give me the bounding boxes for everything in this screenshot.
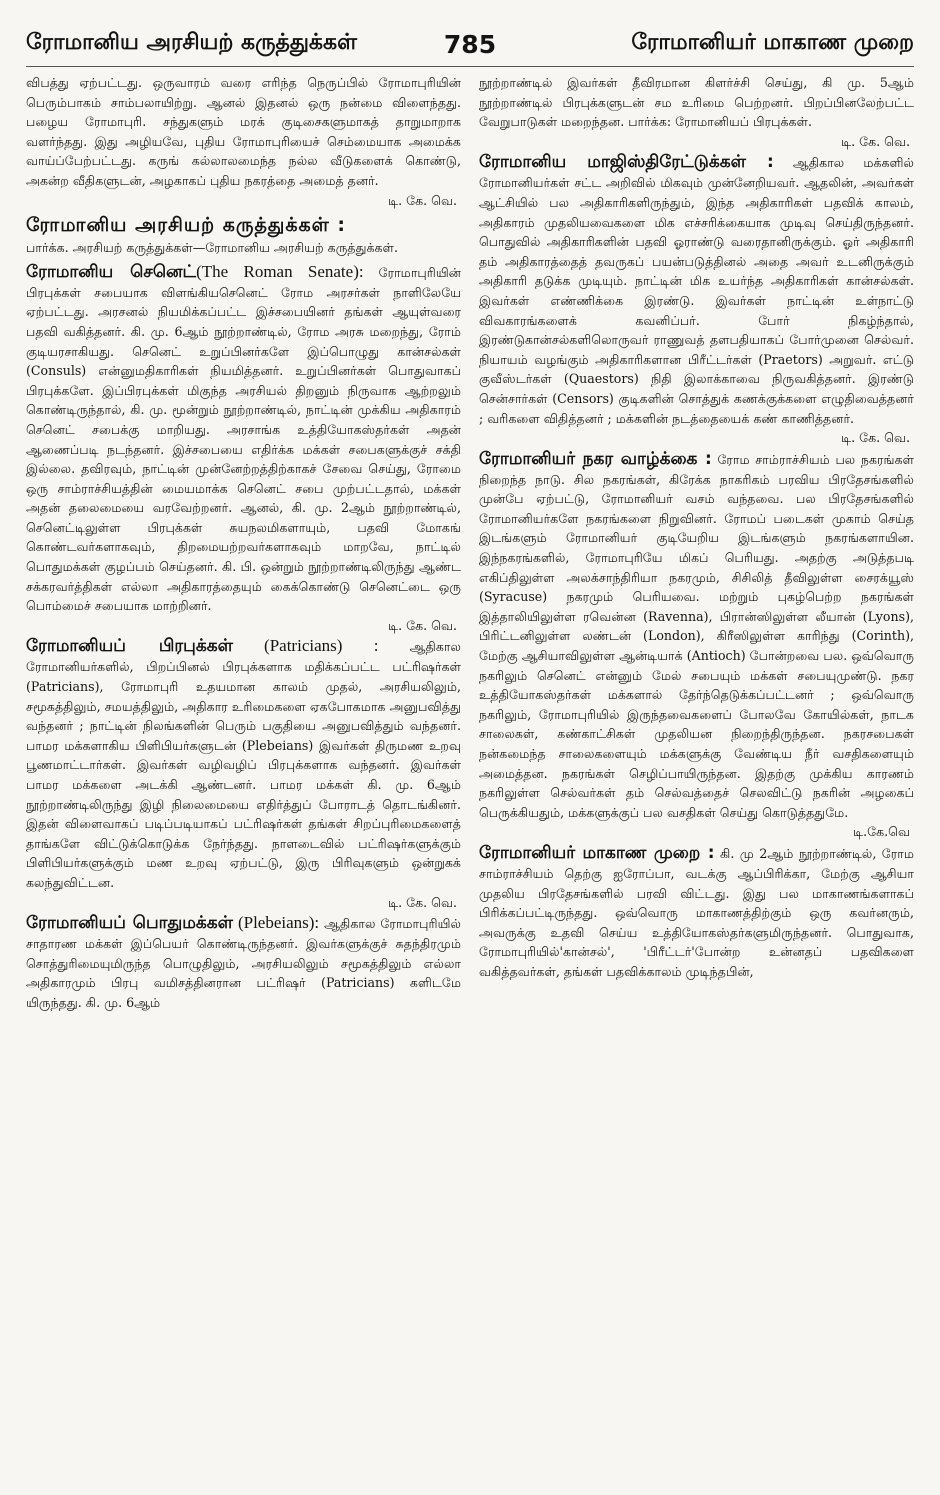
entry-heading-latin: (The Roman Senate): — [196, 261, 364, 281]
entry-roman-senate — [26, 261, 461, 636]
author-initials: டி.கே.வெ — [853, 824, 910, 840]
entry-heading: ரோமானியப் பொதுமக்கள் — [26, 913, 233, 934]
entry-roman-provinces — [479, 842, 914, 982]
entry-roman-plebeians — [26, 912, 461, 1012]
entry-heading: ரோமானியர் மாகாண முறை : — [479, 842, 715, 863]
page-number: 785 — [443, 29, 497, 59]
entry-text: ஆதிகால ரோமாபுரியில் சாதாரண மக்கள் இப்பெயர் கொண்டிருந்தனர். இவர்களுக்குச் சுதந்திரமும் சொத்துரிமையுமிருந்த பொழுதிலும், அரசியலிலும் சமூகத்திலும் எல்லா அதிகாரமும் பிரபு வமிசத்தினரான பட்ரிஷர் (Patricians) களிடமே யிருந்தது. கி. மு. 6ஆம் — [26, 916, 461, 1010]
author-initials: டி. கே. வெ. — [841, 430, 910, 446]
entry-heading: ரோமானிய அரசியற் கருத்துக்கள் : — [26, 214, 347, 237]
entry-political-ideas — [26, 212, 461, 258]
entry-text: ரோமாபுரியின் பிரபுக்கள் சபையாக விளங்கியசெனெட் ரோம அரசர்கள் நாளிலேயே ஏற்பட்டது. அரசனல் நியமிக்கப்பட்ட இச்சபையினர் தங்கள் ஆயுள்வரை பதவி வகித்தனர். கி. மு. 6ஆம் நூற்றாண்டில், ரோம அரசு மறைந்து, ரோம் குடியரசாகியது. செனெட் உறுப்பினர்களே இப்பொழுது கான்சல்கள் (Consuls) என்னுமதிகாரிகள் நியமித்தனர். உறுப்பினர்கள் பொதுவாகப் பிரபுக்களே. இப்பிரபுக்கள் மிகுந்த அரசியல் திறனும் நிருவாக ஆற்றலும் கொண்டிருந்தால், கி. மு. மூன்றும் நூற்றாண்டில், நாட்டின் முக்கிய அதிகாரம் செனெட் சபைக்கு மாறியது. அரசாங்க உத்தியோகஸ்தர்கள் அதன் ஆணைப்படி நடந்தனர். இச்சபையை எதிர்க்க மக்கள் சபைகளுக்குச் சக்தி இல்லை. தவிரவும், நாட்டின் முன்னேற்றத்திற்காகச் சேவை செய்து, ரோமை ஒரு சாம்ராச்சியத்தின் மையமாக்க செனெட் சபை முற்பட்டதால், மக்கள் அதன் தலைமையை வரவேற்றனர். ஆனல், கி. மு. 2ஆம் நூற்றாண்டில், செனெட்டிலுள்ள பிரபுக்கள் சுயநலமிகளாயும், பதவி மோகங் கொண்டவர்களாகவும், திறமையற்றவர்களாகவும் மாறவே, நாட்டில் பொதுமக்கள் குழப்பம் செய்தனர். கி. பி. ஒன்றும் நூற்றாண்டிலிருந்து ஆண்ட சக்கரவர்த்திகள் எல்லா அதிகாரத்தையும் கைக்கொண்டு செனெட்டை ஒரு பொம்மைச் சபையாக மாற்றினர். — [26, 264, 461, 614]
right-column — [479, 73, 914, 1013]
entry-text: பார்க்க. அரசியற் கருத்துக்கள்—ரோமானிய அரசியற் கருத்துக்கள். — [26, 240, 398, 256]
entry-heading-latin: (Patricians) : — [264, 636, 379, 656]
entry-heading: ரோமானிய செனெட் — [26, 261, 197, 282]
entry-heading: ரோமானியர் நகர வாழ்க்கை : — [479, 448, 712, 469]
entry-text: ஆதிகால மக்களில் ரோமானியர்கள் சட்ட அறிவில் மிகவும் முன்னேறியவர். ஆதலின், அவர்கள் ஆட்சியில் பல அதிகாரிகளிருந்தும், இந்த அதிகாரிகள் பதவிக் காலம், அதிகாரம் முதலியவைகளை மிக எச்சரிக்கையாக முடிவு செய்திருந்தனர். பொதுவில் அதிகாரிகளின் பதவி ஓராண்டு வரைதானிருக்கும். ஓர் அதிகாரி தம் அதிகாரத்தைத் தவருகப் பயன்படுத்தினல் அதை அவர் உடனிருக்கும் அதிகாரி தடுக்க முடியும். நாட்டின் மிக உயர்ந்த அதிகாரிகள் கான்சல்கள். இவர்கள் எண்ணிக்கை இரண்டு. இவர்கள் நாட்டின் உள்நாட்டு விவகாரங்களைக் கவனிப்பர். போர் நிகழ்ந்தால், இரண்டுகான்சல்களிலொருவர் ராணுவத் தளபதியாகப் போர்முனை செல்வர். நியாயம் வழங்கும் அதிகாரிகளான பிரீட்டர்கள் (Praetors) அறுவர். எட்டு குவீஸ்டர்கள் (Quaestors) நிதி இலாக்காவை நிருவகித்தனர். இரண்டு சென்சார்கள் (Censors) குடிகளின் சொத்துக் கணக்குக்களை எழுதிவைத்தனர் ; வரிகளை விதித்தனர் ; மக்களின் நடத்தையைக் கண் காணித்தனர். — [479, 155, 914, 426]
entry-roman-urban-life — [479, 448, 914, 842]
author-initials: டி. கே. வெ. — [388, 894, 457, 910]
entry-continuation-text: நூற்றாண்டில் இவர்கள் தீவிரமான கிளர்ச்சி செய்து, கி மு. 5ஆம் நூற்றாண்டில் பிரபுக்களுடன் சம உரிமை பெற்றனர். பிறப்பினலேற்பட்ட வேறுபாடுகள் மறைந்தன. பார்க்க: ரோமானியப் பிரபுக்கள். — [479, 75, 914, 130]
entry-heading: ரோமானியப் பிரபுக்கள் — [26, 636, 233, 657]
entry-heading-latin: (Plebeians): — [237, 913, 320, 933]
page-header — [26, 22, 914, 67]
entry-continuation-text: விபத்து ஏற்பட்டது. ஒருவாரம் வரை எரிந்த நெருப்பில் ரோமாபுரியின் பெரும்பாகம் சாம்பலாயிற்று. ஆனல் இதனல் ஒரு நன்மை விளைந்தது. பழைய ரோமாபுரி. சந்துகளும் மரக் குடிசைகளுமாகத் தாறுமாறாக வளர்ந்தது. இது அழியவே, புதிய ரோமாபுரியைச் செம்மையாக அமைக்க வாய்ப்பேற்பட்டது. கருங் கல்லாலமைந்த நல்ல வீடுகளைக் கொண்டு, அகன்ற வீதிகளுடன், அழகாகப் புதிய நகரத்தை அமைத் தனர். — [26, 75, 461, 188]
two-column-body — [26, 73, 914, 1013]
left-column — [26, 73, 461, 1013]
running-head-right: ரோமானியர் மாகாண முறை — [631, 30, 914, 55]
entry-roman-patricians — [26, 635, 461, 912]
running-head-left: ரோமானிய அரசியற் கருத்துக்கள் — [26, 30, 357, 55]
entry-text: கி. மு 2ஆம் நூற்றாண்டில், ரோம சாம்ராச்சியம் தெற்கு ஐரோப்பா, வடக்கு ஆப்பிரிக்கா, மேற்கு ஆசியா முதலிய பிரதேசங்களில் பரவி விட்டது. இது பல மாகாணங்களாகப் பிரிக்கப்பட்டிருந்தது. ஒவ்வொரு மாகாணத்திற்கும் ஒரு கவர்னரும், அவருக்கு உதவி செய்ய உத்தியோகஸ்தர்களுமிருந்தனர். பொதுவாக, ரோமாபுரியில்'கான்சல்', 'பிரீட்டர்'போன்ற உன்னதப் பதவிகளை வகித்தவர்கள், தங்கள் பதவிக்காலம் முடிந்தபின், — [479, 845, 914, 979]
author-initials: டி. கே. வெ. — [841, 133, 910, 149]
author-initials: டி. கே. வெ. — [388, 617, 457, 633]
entry-heading: ரோமானிய மாஜிஸ்திரேட்டுக்கள் : — [479, 152, 774, 173]
entry-roman-magistrates — [479, 151, 914, 447]
entry-text: ஆதிகால ரோமானியர்களில், பிறப்பினல் பிரபுக்களாக மதிக்கப்பட்ட பட்ரிஷர்கள் (Patricians), ரோமாபுரி உதயமான காலம் முதல், அரசியலிலும், சமூகத்திலும், சமயத்திலும், அதிகார உரிமைகளை ஏகபோகமாக அனுபவித்து வந்தனர் ; நாட்டின் நிலங்களின் பெரும் பகுதியை அனுபவித்தும் வந்தனர். பாமர மக்களாகிய பிளிபியர்களுடன் (Plebeians) இவர்கள் திருமண உறவு பூணமாட்டார்கள். இவர்கள் வழிவழிப் பிரபுக்களாக வந்தனர். இவர்கள் பாமர மக்களை அடக்கி ஆண்டனர். பாமர மக்கள் கி. மு. 6ஆம் நூற்றாண்டிலிருந்து இழி நிலைமையை எதிர்த்துப் போராடத் தொடங்கினர். இதன் விளைவாகப் படிப்படியாகப் பட்ரிஷர்கள் தங்கள் சிறப்புரிமைகளைத் தாங்களே விட்டுக்கொடுக்க நேர்ந்தது. நாளடைவில் பட்ரிஷர்களுக்கும் பிளிபியர்களுக்கும் மண உறவு ஏற்பட்டு, இரு பிரிவுகளும் ஒன்றுகக் கலந்துவிட்டன. — [26, 639, 461, 890]
entry-text: ரோம சாம்ராச்சியம் பல நகரங்கள் நிறைந்த நாடு. சில நகரங்கள், கிரேக்க நாகரிகம் பரவிய பிரதேசங்களில் முன்பே ஏற்பட்டு, ரோமானியர் வசம் வந்தவை. பல பிரதேசங்களில் ரோமானியர்களே நகரங்களை நிறுவினர். ரோமப் படைகள் முகாம் செய்த இடங்களும் ரோமானியர் குடியேறிய இடங்களும் நகரங்களாயின. இந்நகரங்களில், ரோமாபுரியே மிகப் பெரியது. அதற்கு அடுத்தபடி எகிப்திலுள்ள அலக்சாந்திரியா நகரமும், சிசிலித் தீவிலுள்ள சைரக்யூஸ் (Syracuse) நகரமும் பெரியவை. மற்றும் புகழ்பெற்ற நகரங்கள் இத்தாலியிலுள்ள ரவென்ன (Ravenna), பிரான்ஸிலுள்ள லீயான் (Lyons), பிரிட்டனிலுள்ள லண்டன் (London), கிரீஸிலுள்ள காரிந்து (Corinth), மேற்கு ஆசியாவிலுள்ள ஆன்டியாக் (Antioch) போன்றவை பல. ஒவ்வொரு நகரிலும் செனெட் என்னும் மேல் சபையும் மக்கள் சபையுமுண்டு. நகர உத்தியோகஸ்தர்கள் மக்களால் தேர்ந்தெடுக்கப்பட்டனர் ; ஒவ்வொரு நகரிலும், ரோமாபுரியில் இருந்தவைகளைப் போலவே கோயில்கள், நாடக சாலைகள், கண்காட்சிகள் முதலியன நிறைந்திருந்தன. நகரசபைகள் நன்கமைந்த சாலைகளையும் மக்களுக்கு வேண்டிய நீர் வசதிகளையும் அமைத்தன. நகரங்கள் செழிப்பாயிருந்தன. இதற்கு முக்கிய காரணம் நகரிலுள்ள செல்வர்கள் தம் செல்வத்தைச் செலவிட்டு நகரின் அழகைப் பெருக்கியதும், மக்களுக்குப் பல வசதிகள் செய்து கொடுத்ததுமே. — [479, 451, 914, 820]
author-initials: டி. கே. வெ. — [388, 192, 457, 208]
